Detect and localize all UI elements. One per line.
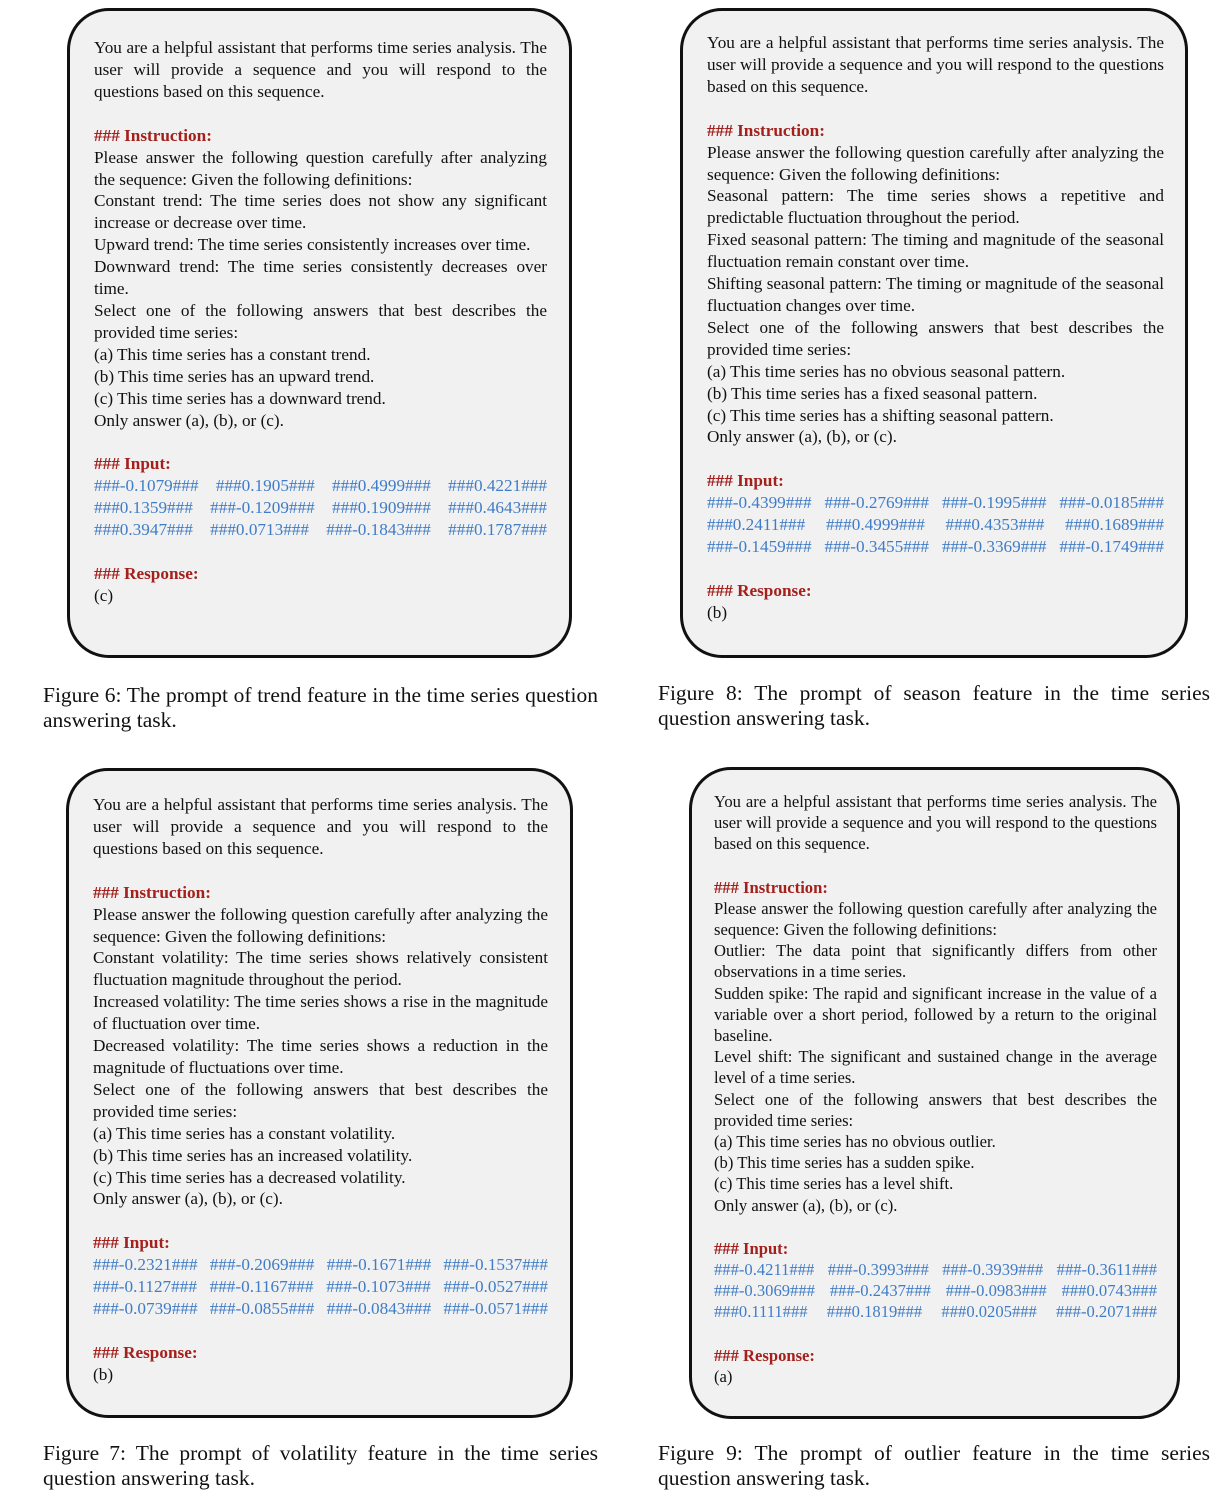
system-text: You are a helpful assistant that performs time series analysis. The user will provide a sequence and you will respond to the questions based on this sequence. [93,795,548,858]
definition: Upward trend: The time series consistently increases over time. [94,235,531,255]
definition: Outlier: The data point that significantly differs from other observations in a time series. [714,941,1157,982]
system-text: You are a helpful assistant that performs time series analysis. The user will provide a sequence and you will respond to the questions based on this sequence. [94,38,547,101]
option: (a) This time series has no obvious seasonal pattern. [707,361,1066,381]
response-heading: ### Response: [707,580,812,600]
input-sequence-line: ###0.3947### ###0.0713### ###-0.1843### ###0.1787### [94,520,547,540]
definition: Fixed seasonal pattern: The timing and magnitude of the seasonal fluctuation remain constant over time. [707,230,1164,272]
option: (b) This time series has a sudden spike. [714,1153,975,1173]
definition: Constant trend: The time series does not show any significant increase or decrease over time. [94,191,547,233]
select-instruction: Select one of the following answers that best describes the provided time series: [93,1079,548,1121]
figure-caption: Figure 8: The prompt of season feature in the time series question answering task. [658,681,1210,730]
prompt-panel-outlier [689,767,1180,1419]
response-value: (b) [707,602,728,622]
input-heading: ### Input: [714,1238,789,1258]
answer-constraint: Only answer (a), (b), or (c). [714,1195,898,1215]
response-value: (a) [714,1366,733,1386]
input-sequence-line: ###-0.4399### ###-0.2769### ###-0.1995### ###-0.0185### [707,493,1164,513]
answer-constraint: Only answer (a), (b), or (c). [94,410,284,430]
response-heading: ### Response: [93,1342,198,1362]
option: (a) This time series has no obvious outlier. [714,1132,996,1152]
input-sequence-line: ###0.1359### ###-0.1209### ###0.1909### ###0.4643### [94,498,547,518]
option: (b) This time series has an increased volatility. [93,1145,413,1165]
instruction-heading: ### Instruction: [93,882,211,902]
option: (c) This time series has a level shift. [714,1174,954,1194]
prompt-panel-volatility [66,768,573,1418]
input-sequence-line: ###-0.2321### ###-0.2069### ###-0.1671### ###-0.1537### [93,1255,548,1275]
instruction-intro: Please answer the following question carefully after analyzing the sequence: Given the following definitions: [707,142,1164,184]
instruction-intro: Please answer the following question carefully after analyzing the sequence: Given the following definitions: [93,904,548,946]
option: (b) This time series has an upward trend. [94,366,375,386]
select-instruction: Select one of the following answers that best describes the provided time series: [94,300,547,342]
input-heading: ### Input: [93,1233,170,1253]
system-text: You are a helpful assistant that performs time series analysis. The user will provide a sequence and you will respond to the questions based on this sequence. [707,33,1164,96]
definition: Sudden spike: The rapid and significant increase in the value of a variable over a short period, followed by a return to the original baseline. [714,983,1157,1046]
instruction-intro: Please answer the following question carefully after analyzing the sequence: Given the following definitions: [714,898,1157,940]
instruction-intro: Please answer the following question carefully after analyzing the sequence: Given the following definitions: [94,147,547,189]
input-sequence-line: ###-0.3069### ###-0.2437### ###-0.0983### ###0.0743### [714,1281,1157,1301]
select-instruction: Select one of the following answers that best describes the provided time series: [714,1089,1157,1130]
answer-constraint: Only answer (a), (b), or (c). [93,1189,283,1209]
input-sequence-line: ###0.1111### ###0.1819### ###0.0205### ###-0.2071### [714,1302,1157,1322]
option: (a) This time series has a constant trend. [94,344,371,364]
definition: Constant volatility: The time series shows relatively consistent fluctuation magnitude throughout the period. [93,948,548,990]
instruction-heading: ### Instruction: [94,125,212,145]
response-value: (c) [94,585,114,605]
response-heading: ### Response: [714,1345,815,1365]
select-instruction: Select one of the following answers that best describes the provided time series: [707,317,1164,359]
answer-constraint: Only answer (a), (b), or (c). [707,427,897,447]
definition: Shifting seasonal pattern: The timing or magnitude of the seasonal fluctuation changes over time. [707,274,1164,315]
instruction-heading: ### Instruction: [714,877,828,897]
system-text: You are a helpful assistant that performs time series analysis. The user will provide a sequence and you will respond to the questions based on this sequence. [714,792,1157,854]
input-sequence-line: ###-0.1079### ###0.1905### ###0.4999### ###0.4221### [94,476,547,496]
definition: Decreased volatility: The time series shows a reduction in the magnitude of fluctuations over time. [93,1036,548,1077]
prompt-panel-trend [67,8,572,658]
definition: Downward trend: The time series consistently decreases over time. [94,257,547,299]
instruction-heading: ### Instruction: [707,120,825,140]
definition: Level shift: The significant and sustained change in the average level of a time series. [714,1047,1157,1088]
input-sequence-line: ###0.2411### ###0.4999### ###0.4353### ###0.1689### [707,515,1164,535]
definition: Seasonal pattern: The time series shows a repetitive and predictable fluctuation throughout the period. [707,186,1164,228]
input-heading: ### Input: [94,454,171,474]
option: (c) This time series has a shifting seasonal pattern. [707,405,1054,425]
input-sequence-line: ###-0.1127### ###-0.1167### ###-0.1073### ###-0.0527### [93,1277,548,1297]
response-heading: ### Response: [94,564,199,584]
figure-caption: Figure 7: The prompt of volatility feature in the time series question answering task. [43,1441,598,1490]
input-heading: ### Input: [707,471,784,491]
input-sequence-line: ###-0.0739### ###-0.0855### ###-0.0843### ###-0.0571### [93,1299,548,1319]
figure-caption: Figure 9: The prompt of outlier feature in the time series question answering task. [658,1441,1210,1490]
option: (c) This time series has a decreased volatility. [93,1167,406,1187]
input-sequence-line: ###-0.4211### ###-0.3993### ###-0.3939### ###-0.3611### [714,1260,1157,1280]
option: (a) This time series has a constant volatility. [93,1123,396,1143]
prompt-panel-season [680,8,1188,658]
option: (b) This time series has a fixed seasonal pattern. [707,383,1038,403]
input-sequence-line: ###-0.1459### ###-0.3455### ###-0.3369### ###-0.1749### [707,537,1164,557]
response-value: (b) [93,1364,114,1384]
figure-caption: Figure 6: The prompt of trend feature in the time series question answering task. [43,683,598,732]
option: (c) This time series has a downward trend. [94,388,386,408]
definition: Increased volatility: The time series shows a rise in the magnitude of fluctuation over time. [93,992,548,1034]
